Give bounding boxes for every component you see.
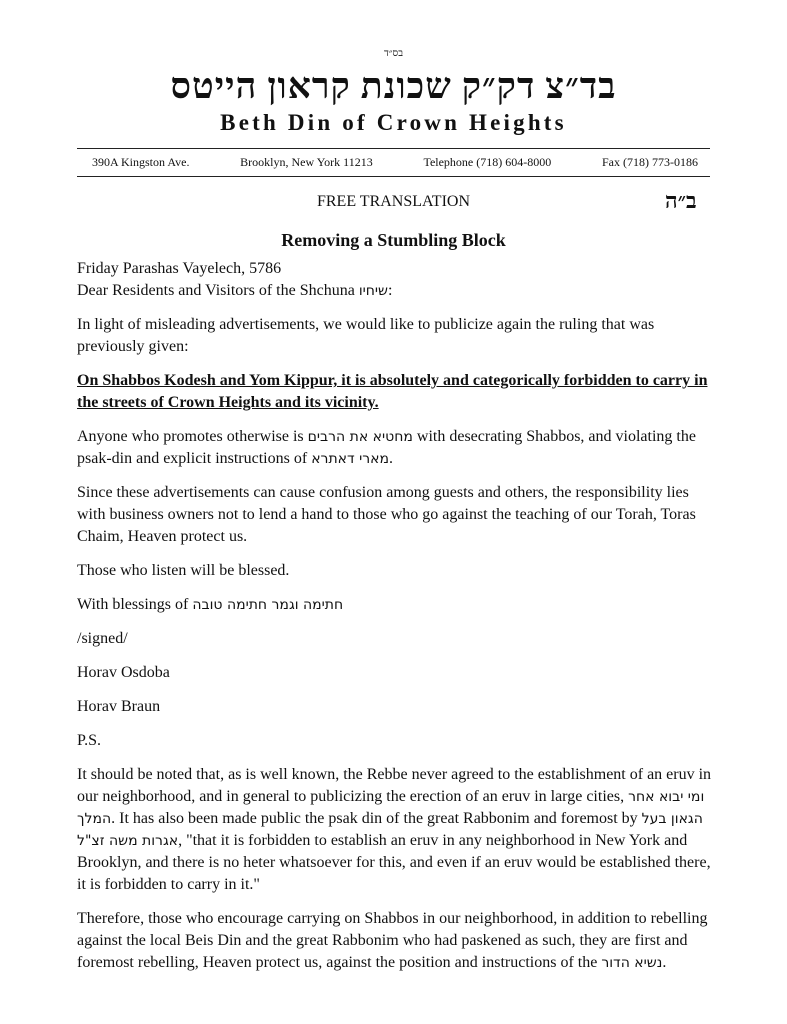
- signed-line: /signed/: [77, 630, 128, 647]
- blessing-line: [77, 594, 713, 616]
- telephone: Telephone (718) 604-8000: [423, 155, 552, 169]
- paragraph-ps: [77, 764, 713, 896]
- fax: Fax (718) 773-0186: [601, 155, 698, 169]
- address-line: [92, 155, 698, 170]
- letterhead-rule-bottom: [77, 176, 710, 177]
- bh-mark: ב״ה: [665, 188, 697, 213]
- para3-hebrew-1: מחטיא את הרבים: [307, 429, 413, 445]
- hebrew-letterhead-title: בד״צ דק״ק שכונת קראון הייטס: [170, 66, 617, 106]
- free-translation-label: FREE TRANSLATION: [316, 193, 471, 210]
- para3-text-b: with desecrating Shabbos, and violating the psak-din and explicit instructions of: [77, 428, 696, 467]
- paragraph-intro: In light of misleading advertisements, we would like to publicize again the ruling that was previously given:: [77, 316, 655, 355]
- letter-title: Removing a Stumbling Block: [281, 230, 506, 250]
- ps-text-b: . It has also been made public the psak din of the great Rabbonim and foremost by: [111, 810, 638, 827]
- ps-hebrew-1: ומי יבוא אחר המלך: [77, 789, 705, 827]
- english-letterhead-title: Beth Din of Crown Heights: [220, 110, 567, 135]
- paragraph-final: [77, 908, 713, 974]
- street-address: 390A Kingston Ave.: [92, 155, 190, 169]
- final-hebrew: נשיא הדור: [601, 955, 663, 971]
- ps-hebrew-2: הגאון בעל אגרות משה זצ"ל: [77, 811, 703, 849]
- paragraph-responsibility: Since these advertisements can cause confusion among guests and others, the responsibility lies with business owners not to lend a hand to those who go against the teaching of our Torah, Toras Chaim, Heaven protect us.: [77, 484, 696, 545]
- letterhead-rule-top: [77, 148, 710, 149]
- date-line: Friday Parashas Vayelech, 5786: [77, 260, 282, 277]
- ruling-statement: On Shabbos Kodesh and Yom Kippur, it is absolutely and categorically forbidden to carry in the streets of Crown Heights and its vicinity.: [77, 372, 708, 411]
- signer-braun: Horav Braun: [77, 698, 161, 715]
- blessing-hebrew: חתימה וגמר חתימה טובה: [192, 597, 344, 613]
- ps-text-a: It should be noted that, as is well known, the Rebbe never agreed to the establishment of an eruv in our neighborhood, and in general to publicizing the erection of an eruv in large cities,: [77, 766, 712, 805]
- paragraph-promoters: [77, 426, 713, 470]
- para3-hebrew-2: מארי דאתרא: [311, 451, 390, 467]
- para3-text-c: .: [389, 450, 394, 467]
- salutation-text: Dear Residents and Visitors of the Shchuna: [77, 282, 355, 299]
- bsd-mark: בס״ד: [383, 48, 404, 59]
- para3-text-a: Anyone who promotes otherwise is: [77, 428, 304, 445]
- salutation-hebrew: שיחיו: [358, 283, 388, 299]
- ps-text-c: , "that it is forbidden to establish an eruv in any neighborhood in New York and Brooklyn, and there is no heter whatsoever for this, and even if an eruv would be established there, it is forbidden to carry in it.": [77, 832, 711, 893]
- final-text-a: Therefore, those who encourage carrying on Shabbos in our neighborhood, in addition to rebelling against the local Beis Din and the great Rabbonim who had paskened as such, they are first and foremost rebelling, Heaven protect us, against the position and instructions of the: [77, 910, 708, 971]
- salutation-colon: :: [387, 282, 393, 299]
- letter-body: [77, 258, 713, 974]
- signer-osdoba: Horav Osdoba: [77, 664, 170, 681]
- final-text-b: .: [662, 954, 667, 971]
- paragraph-blessed: Those who listen will be blessed.: [77, 562, 290, 579]
- city-address: Brooklyn, New York 11213: [240, 155, 373, 169]
- blessing-text: With blessings of: [77, 596, 189, 613]
- salutation: [77, 280, 713, 302]
- ps-label: P.S.: [77, 732, 102, 749]
